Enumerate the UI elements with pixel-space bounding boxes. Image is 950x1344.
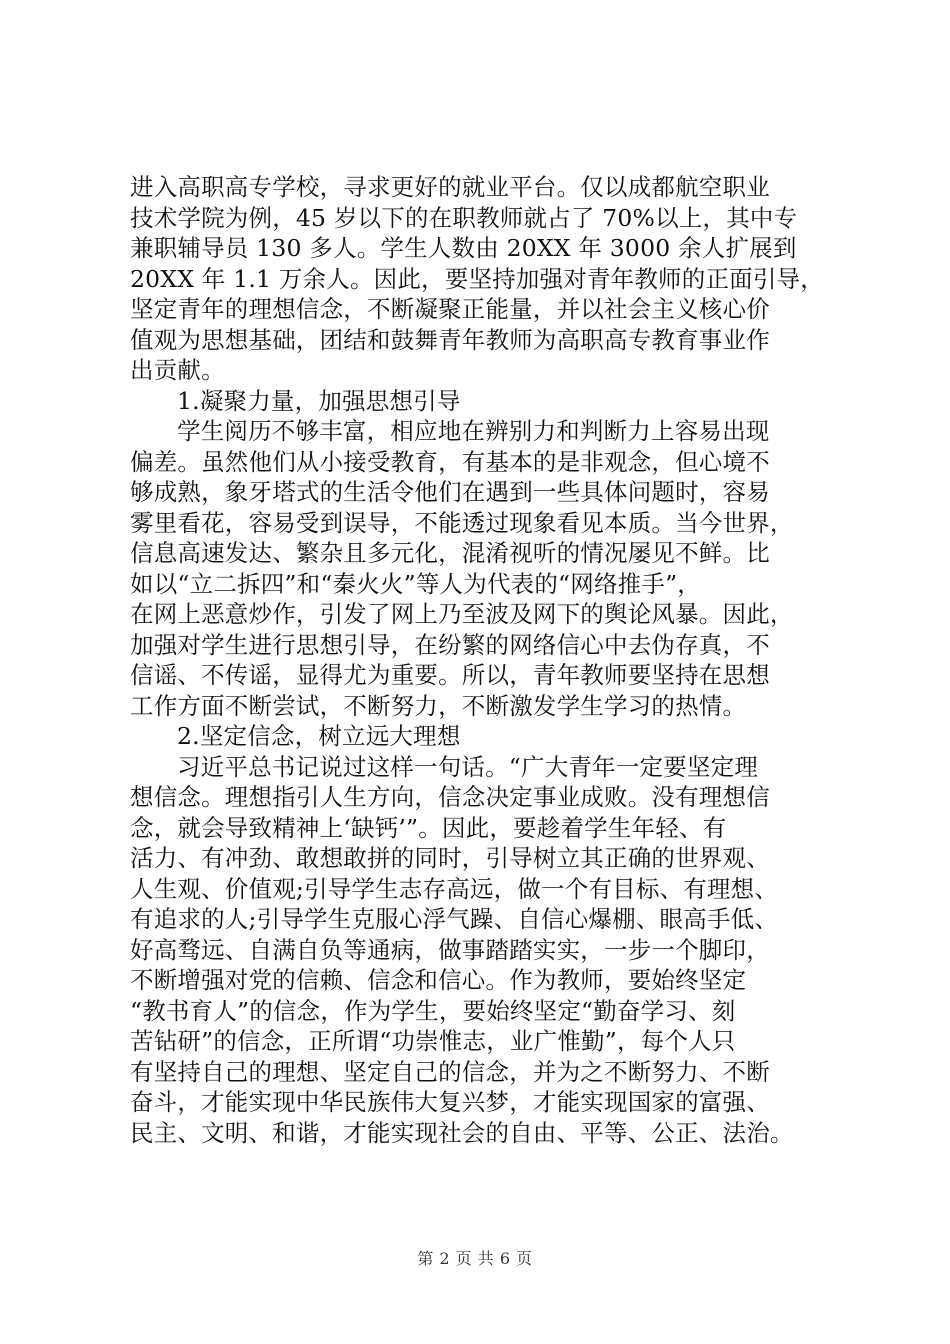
text-line: 雾里看花，容易受到误导，不能透过现象看见本质。当今世界， xyxy=(130,508,794,537)
text-line: 出贡献。 xyxy=(130,356,225,384)
text-line: 信谣、不传谣，显得尤为重要。所以，青年教师要坚持在思想 xyxy=(130,661,770,689)
text-line: 加强对学生进行思想引导，在纷繁的网络信心中去伪存真，不 xyxy=(130,630,770,659)
text-line: 在网上恶意炒作，引发了网上乃至波及网下的舆论风暴。因此， xyxy=(130,600,794,628)
text-line: 不断增强对党的信赖、信念和信心。作为教师，要始终坚定 xyxy=(130,966,747,994)
text-line: 够成熟，象牙塔式的生活令他们在遇到一些具体问题时，容易 xyxy=(130,478,770,506)
text-line: 兼职辅导员 130 多人。学生人数由 20XX 年 3000 余人扩展到 xyxy=(130,234,797,262)
text-line: 念，就会导致精神上‘缺钙’”。因此，要趁着学生年轻、有 xyxy=(130,813,727,842)
body-text xyxy=(130,172,850,1148)
text-line: 有坚持自己的理想、坚定自己的信念，并为之不断努力、不断 xyxy=(130,1057,770,1086)
section-heading-1: 1.凝聚力量，加强思想引导 xyxy=(177,386,461,415)
text-line: 学生阅历不够丰富，相应地在辨别力和判断力上容易出现 xyxy=(177,417,770,445)
text-line: 20XX 年 1.1 万余人。因此，要坚持加强对青年教师的正面引导， xyxy=(130,264,824,293)
text-line: 习近平总书记说过这样一句话。“广大青年一定要坚定理 xyxy=(177,752,759,781)
text-line: 值观为思想基础，团结和鼓舞青年教师为高职高专教育事业作 xyxy=(130,325,770,354)
text-line: 偏差。虽然他们从小接受教育，有基本的是非观念，但心境不 xyxy=(130,447,770,476)
text-line: 奋斗，才能实现中华民族伟大复兴梦，才能实现国家的富强、 xyxy=(130,1088,770,1116)
text-line: 如以“立二拆四”和“秦火火”等人为代表的“网络推手”， xyxy=(130,569,701,598)
text-line: 信息高速发达、繁杂且多元化，混淆视听的情况屡见不鲜。比 xyxy=(130,539,770,567)
text-line: “教书育人”的信念，作为学生，要始终坚定“勤奋学习、刻 xyxy=(130,996,736,1025)
text-line: 技术学院为例，45 岁以下的在职教师就占了 70%以上，其中专 xyxy=(130,203,798,232)
section-heading-2: 2.坚定信念，树立远大理想 xyxy=(177,722,461,750)
text-line: 进入高职高专学校，寻求更好的就业平台。仅以成都航空职业 xyxy=(130,173,770,201)
page-number-footer: 第 2 页 共 6 页 xyxy=(417,1249,533,1268)
text-line: 人生观、价值观;引导学生志存高远，做一个有目标、有理想、 xyxy=(130,874,779,903)
text-line: 坚定青年的理想信念，不断凝聚正能量，并以社会主义核心价 xyxy=(130,295,770,323)
text-line: 民主、文明、和谐，才能实现社会的自由、平等、公正、法治。 xyxy=(130,1118,794,1147)
text-line: 想信念。理想指引人生方向，信念决定事业成败。没有理想信 xyxy=(130,783,770,811)
text-line: 工作方面不断尝试，不断努力，不断激发学生学习的热情。 xyxy=(130,691,747,720)
text-line: 活力、有冲劲、敢想敢拼的同时，引导树立其正确的世界观、 xyxy=(130,844,770,872)
text-line: 好高骛远、自满自负等通病，做事踏踏实实，一步一个脚印， xyxy=(130,935,770,964)
text-line: 有追求的人;引导学生克服心浮气躁、自信心爆棚、眼高手低、 xyxy=(130,905,779,933)
text-line: 苦钻研”的信念，正所谓“功崇惟志，业广惟勤”，每个人只 xyxy=(130,1027,736,1055)
